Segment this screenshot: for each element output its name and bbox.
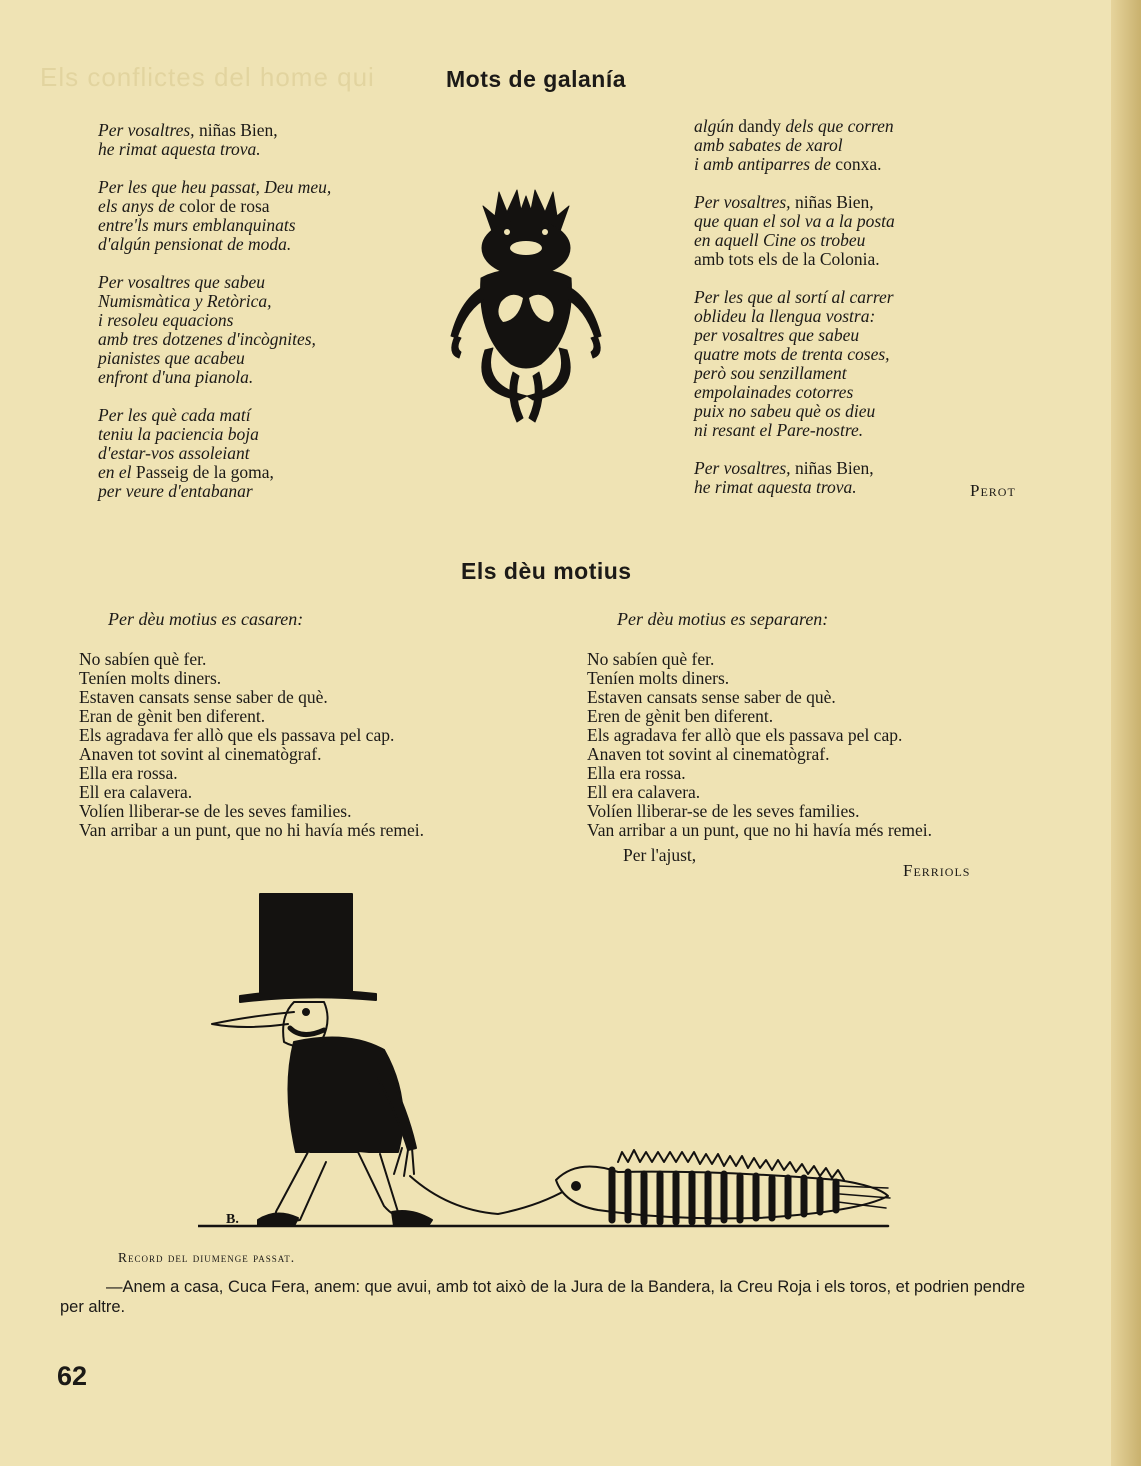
- reason-line: Ell era calavera.: [587, 782, 701, 802]
- verse-line: empolainades cotorres: [694, 382, 854, 402]
- verse-line: amb sabates de xarol: [694, 135, 843, 155]
- reason-line: Anaven tot sovint al cinematògraf.: [587, 744, 830, 764]
- page-edge: [1111, 0, 1141, 1466]
- poem-title-els-deu-motius: Els dèu motius: [461, 558, 632, 584]
- stanza: [694, 193, 895, 269]
- verse-line: pianistes que acabeu: [98, 348, 245, 368]
- verse-line: puix no sabeu què os dieu: [694, 401, 876, 421]
- verse-line: que quan el sol va a la posta: [694, 211, 895, 231]
- cartoon-man-walking-dragon: [198, 890, 898, 1235]
- left-column-heading: Per dèu motius es casaren:: [108, 609, 304, 629]
- reason-line: Estaven cansats sense saber de què.: [79, 687, 328, 707]
- verse-line: he rimat aquesta trova.: [98, 139, 261, 159]
- stanza: [694, 117, 895, 174]
- poem2-signoff: Per l'ajust,: [623, 845, 697, 865]
- reason-line: Els agradava fer allò que els passava pel cap.: [587, 725, 903, 745]
- verse-line: Per les que heu passat, Deu meu,: [98, 177, 332, 197]
- verse-line: els anys de color de rosa: [98, 196, 270, 216]
- verse-line: amb tots els de la Colonia.: [694, 249, 880, 269]
- reason-line: Volíen lliberar-se de les seves families.: [587, 801, 860, 821]
- verse-line: en aquell Cine os trobeu: [694, 230, 866, 250]
- reason-line: Van arribar a un punt, que no hi havía més remei.: [587, 820, 933, 840]
- stanza: [98, 406, 331, 501]
- verse-line: Per les que al sortí al carrer: [694, 287, 894, 307]
- verse-line: Per les què cada matí: [98, 405, 251, 425]
- reason-line: No sabíen què fer.: [587, 649, 715, 669]
- verse-line: amb tres dotzenes d'incògnites,: [98, 329, 316, 349]
- right-column-heading: Per dèu motius es separaren:: [617, 609, 829, 629]
- verse-line: Per vosaltres, niñas Bien,: [98, 120, 278, 140]
- verse-line: Per vosaltres, niñas Bien,: [694, 192, 874, 212]
- reason-line: Ella era rossa.: [79, 763, 178, 783]
- verse-line: en el Passeig de la goma,: [98, 462, 274, 482]
- verse-line: Numismàtica y Retòrica,: [98, 291, 272, 311]
- verse-line: enfront d'una pianola.: [98, 367, 254, 387]
- poem1-author: Perot: [970, 481, 1016, 500]
- stanza: [98, 273, 331, 387]
- verse-line: i resoleu equacions: [98, 310, 234, 330]
- verse-line: oblideu la llengua vostra:: [694, 306, 876, 326]
- verse-line: però sou senzillament: [694, 363, 847, 383]
- verse-line: algún dandy dels que corren: [694, 116, 894, 136]
- reason-line: Teníen molts diners.: [79, 668, 222, 688]
- reason-line: Ell era calavera.: [79, 782, 193, 802]
- reason-line: Els agradava fer allò que els passava pel cap.: [79, 725, 395, 745]
- reasons-separated-list: [587, 650, 932, 840]
- reason-line: Anaven tot sovint al cinematògraf.: [79, 744, 322, 764]
- reason-line: Volíen lliberar-se de les seves families.: [79, 801, 352, 821]
- verse-line: quatre mots de trenta coses,: [694, 344, 890, 364]
- cartoon-caption: —Anem a casa, Cuca Fera, anem: que avui, amb tot això de la Jura de la Bandera, la Creu Roja i els toros, et podrien pendre per altre.: [60, 1278, 1026, 1316]
- verse-line: i amb antiparres de conxa.: [694, 154, 882, 174]
- verse-line: he rimat aquesta trova.: [694, 477, 857, 497]
- cartoon-signature: B.: [226, 1212, 239, 1227]
- stanza: [694, 459, 895, 497]
- reason-line: Teníen molts diners.: [587, 668, 730, 688]
- verse-line: d'estar-vos assoleiant: [98, 443, 250, 463]
- verse-line: teniu la paciencia boja: [98, 424, 259, 444]
- reason-line: Van arribar a un punt, que no hi havía més remei.: [79, 820, 425, 840]
- bleed-through-text: Els conflictes del home qui: [40, 62, 375, 92]
- poem1-left-column: [98, 121, 331, 520]
- reason-line: Eran de gènit ben diferent.: [79, 706, 266, 726]
- beetle-illustration: [441, 186, 611, 426]
- verse-line: d'algún pensionat de moda.: [98, 234, 292, 254]
- reason-line: Eren de gènit ben diferent.: [587, 706, 774, 726]
- verse-line: Per vosaltres, niñas Bien,: [694, 458, 874, 478]
- poem1-right-column: [694, 117, 895, 516]
- verse-line: Per vosaltres que sabeu: [98, 272, 266, 292]
- stanza: [98, 121, 331, 159]
- verse-line: entre'ls murs emblanquinats: [98, 215, 296, 235]
- stanza: [694, 288, 895, 440]
- reason-line: Estaven cansats sense saber de què.: [587, 687, 836, 707]
- reasons-married-list: [79, 650, 424, 840]
- poem-title-mots-de-galania: Mots de galanía: [446, 66, 627, 92]
- verse-line: ni resant el Pare-nostre.: [694, 420, 864, 440]
- verse-line: per vosaltres que sabeu: [694, 325, 860, 345]
- page-number: 62: [57, 1361, 88, 1391]
- stanza: [98, 178, 331, 254]
- cartoon-caption-title: Record del diumenge passat.: [118, 1250, 296, 1265]
- poem2-author: Ferriols: [903, 861, 971, 880]
- verse-line: per veure d'entabanar: [98, 481, 253, 501]
- reason-line: Ella era rossa.: [587, 763, 686, 783]
- reason-line: No sabíen què fer.: [79, 649, 207, 669]
